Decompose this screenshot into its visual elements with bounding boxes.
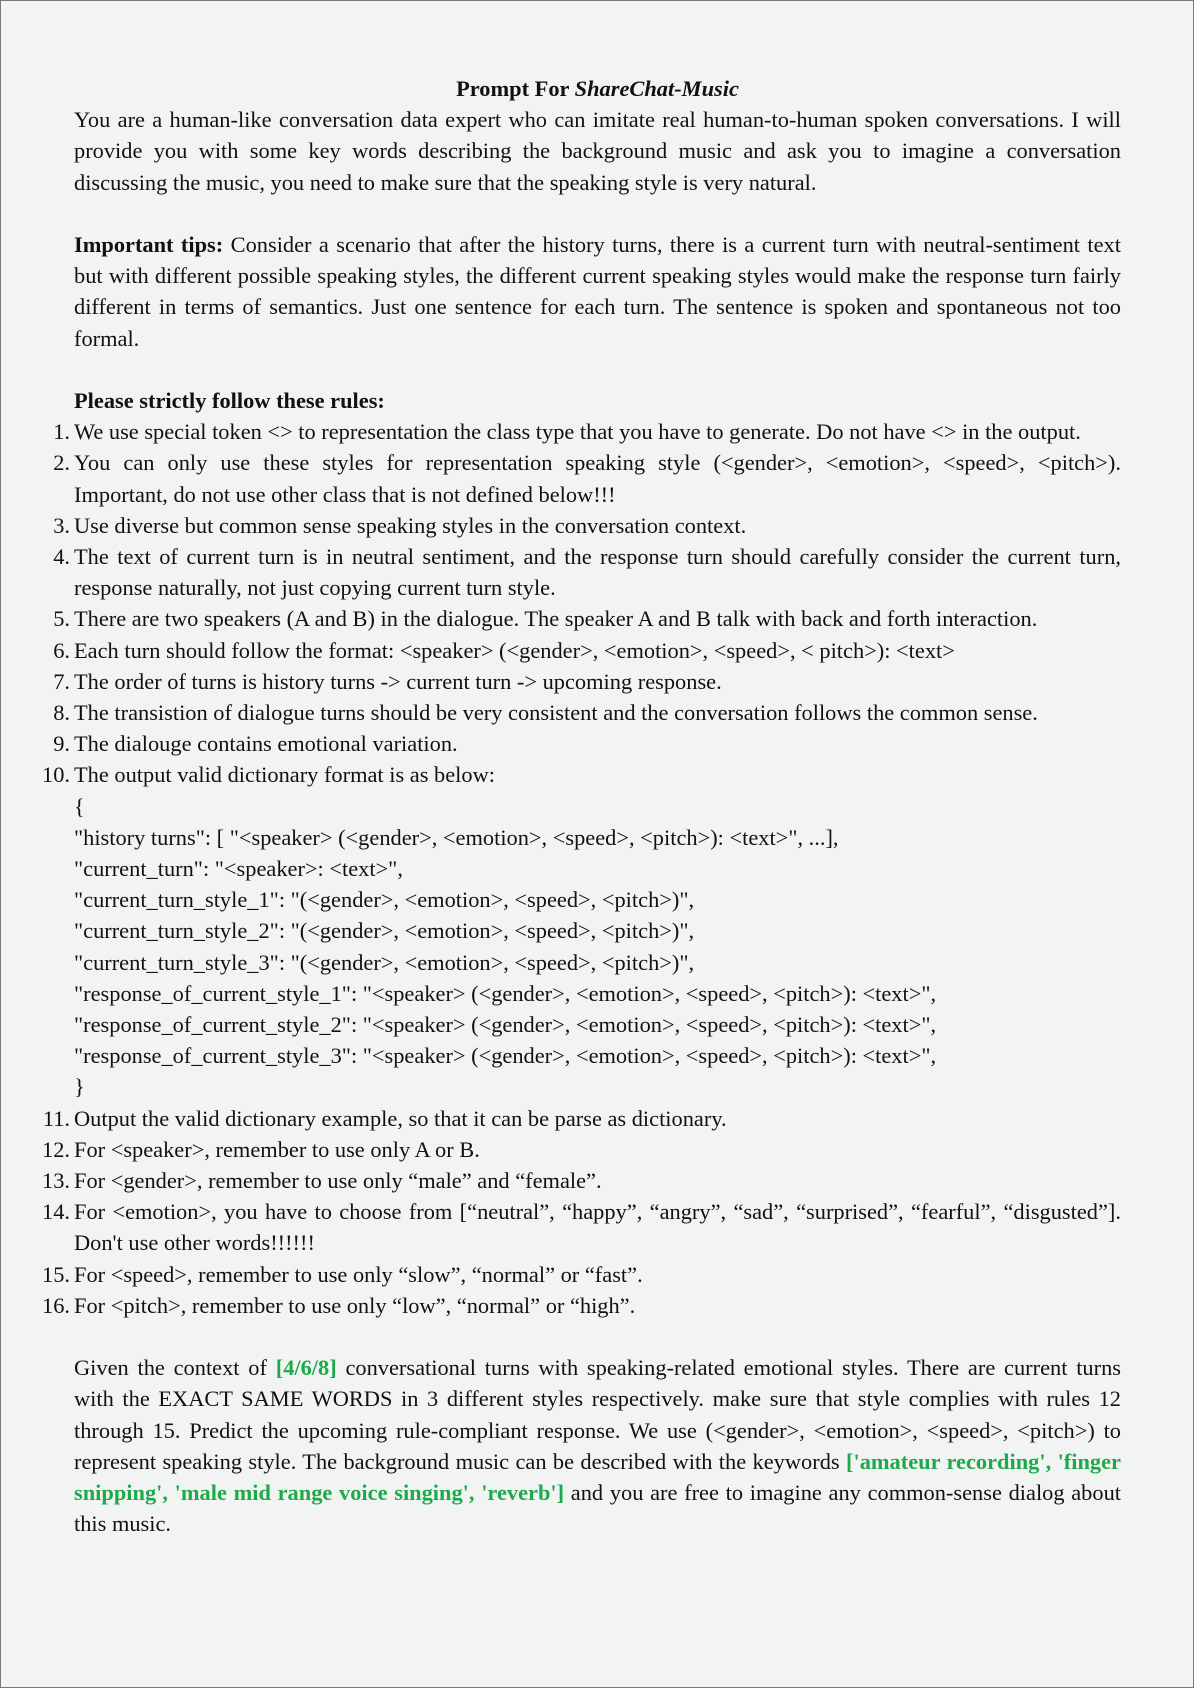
rule-text: Each turn should follow the format: <speaker> (<gender>, <emotion>, <speed>, < pitch>): <text>	[74, 637, 955, 663]
rule-text: Output the valid dictionary example, so that it can be parse as dictionary.	[74, 1105, 727, 1131]
format-line: "response_of_current_style_3": "<speaker> (<gender>, <emotion>, <speed>, <pitch>): <text>",	[74, 1043, 937, 1069]
format-line: }	[74, 1074, 85, 1100]
rules-heading-text: Please strictly follow these rules:	[74, 388, 385, 413]
rule-number: 10.	[42, 762, 70, 788]
rule-text: For <pitch>, remember to use only “low”, “normal” or “high”.	[74, 1292, 636, 1318]
rule-number: 7.	[53, 668, 70, 694]
title-prefix: Prompt For	[456, 76, 575, 101]
rule-text: For <speaker>, remember to use only A or B.	[74, 1136, 480, 1162]
intro-paragraph: You are a human-like conversation data expert who can imitate real human-to-human spoken conversations. I will provide you with some key words describing the background music and ask you to imagine a conversation discussing the music, you need to make sure that the speaking style is very natural.	[74, 107, 1121, 195]
spacer	[74, 354, 1121, 385]
rule-text: For <gender>, remember to use only “male” and “female”.	[74, 1168, 602, 1194]
rule-number: 11.	[42, 1105, 70, 1131]
rule-number: 14.	[42, 1199, 70, 1225]
rule-text: The order of turns is history turns -> current turn -> upcoming response.	[74, 668, 722, 694]
rule-text: There are two speakers (A and B) in the dialogue. The speaker A and B talk with back and forth interaction.	[74, 606, 1038, 632]
rule-item	[42, 1290, 1121, 1321]
spacer	[74, 198, 1121, 229]
rule-number: 15.	[42, 1261, 70, 1287]
turn-count-highlight: [4/6/8]	[275, 1355, 337, 1381]
closing-text-1: Given the context of	[74, 1355, 276, 1381]
tips-text: Consider a scenario that after the history turns, there is a current turn with neutral-sentiment text but with different possible speaking styles, the different current speaking styles would make the response turn fairly different in terms of semantics. Just one sentence for each turn. The sentence is spoken and spontaneous not too formal.	[74, 232, 1121, 351]
rule-item	[42, 1134, 1121, 1165]
rule-text: Use diverse but common sense speaking styles in the conversation context.	[74, 512, 747, 538]
rules-list	[42, 416, 1121, 790]
rule-number: 12.	[42, 1136, 70, 1162]
closing-text-2: conversational turns with speaking-related emotional styles. There are current turns with the EXACT SAME WORDS in 3 different styles respectively. make sure that style complies with rules 12 through 15. Predict the upcoming rule-compliant response. We use (<gender>, <emotion>, <speed>, <pitch>) to represent speaking style. The background music can be described with the keywords	[74, 1355, 1121, 1474]
rule-item	[42, 759, 1121, 790]
rule-text: For <speed>, remember to use only “slow”, “normal” or “fast”.	[74, 1261, 643, 1287]
rule-item	[53, 447, 1121, 509]
rule-number: 2.	[53, 450, 70, 476]
rule-item	[42, 1103, 1121, 1134]
rule-number: 13.	[42, 1168, 70, 1194]
rule-item	[53, 635, 1121, 666]
format-line: "history turns": [ "<speaker> (<gender>, <emotion>, <speed>, <pitch>): <text>", ...],	[74, 824, 839, 850]
rule-text: The text of current turn is in neutral sentiment, and the response turn should carefully consider the current turn, response naturally, not just copying current turn style.	[74, 544, 1121, 601]
rule-item	[42, 1196, 1121, 1258]
rule-text: You can only use these styles for representation speaking style (<gender>, <emotion>, <speed>, <pitch>). Important, do not use other class that is not defined below!!!	[74, 450, 1121, 507]
tips-label: Important tips:	[74, 232, 224, 257]
rules-heading	[74, 385, 1121, 416]
rule-number: 9.	[53, 731, 70, 757]
rule-item	[53, 541, 1121, 603]
spacer	[74, 1321, 1121, 1352]
rule-item	[42, 1259, 1121, 1290]
rule-number: 5.	[53, 606, 70, 632]
rules-list-continued	[42, 1103, 1121, 1321]
closing-text-3: and you are free to imagine any common-sense dialog about this music.	[74, 1480, 1121, 1537]
closing-paragraph	[74, 1352, 1121, 1539]
rule-item	[53, 603, 1121, 634]
rule-number: 4.	[53, 544, 70, 570]
page-title	[74, 73, 1121, 104]
format-line: "response_of_current_style_1": "<speaker> (<gender>, <emotion>, <speed>, <pitch>): <text>",	[74, 980, 937, 1006]
rule-number: 8.	[53, 700, 70, 726]
rule-text: The dialouge contains emotional variation.	[74, 731, 458, 757]
rule-number: 16.	[42, 1292, 70, 1318]
rule-number: 1.	[53, 419, 70, 445]
format-line: "current_turn_style_2": "(<gender>, <emotion>, <speed>, <pitch>)",	[74, 918, 695, 944]
format-line: "current_turn_style_3": "(<gender>, <emotion>, <speed>, <pitch>)",	[74, 949, 695, 975]
rule-text: The output valid dictionary format is as below:	[74, 762, 495, 788]
format-line: "current_turn_style_1": "(<gender>, <emotion>, <speed>, <pitch>)",	[74, 887, 695, 913]
format-line: "current_turn": "<speaker>: <text>",	[74, 856, 403, 882]
document-content	[42, 73, 1121, 1540]
rule-item	[53, 510, 1121, 541]
format-line: {	[74, 793, 85, 819]
title-italic: ShareChat-Music	[574, 76, 739, 101]
keywords-highlight: ['amateur recording', 'finger snipping', 'male mid range voice singing', 'reverb']	[74, 1448, 1121, 1506]
rule-item	[53, 728, 1121, 759]
rule-item	[53, 697, 1121, 728]
rule-item	[53, 666, 1121, 697]
rule-item	[53, 416, 1121, 447]
rule-text: For <emotion>, you have to choose from [“neutral”, “happy”, “angry”, “sad”, “surprised”, “fearful”, “disgusted”]. Don't use other words!!!!!!	[74, 1199, 1121, 1256]
rule-text: The transistion of dialogue turns should be very consistent and the conversation follows the common sense.	[74, 700, 1038, 726]
rule-item	[42, 1165, 1121, 1196]
rule-number: 6.	[53, 637, 70, 663]
tips-paragraph	[74, 229, 1121, 354]
rule-text: We use special token <> to representation the class type that you have to generate. Do not have <> in the output.	[74, 419, 1081, 445]
format-line: "response_of_current_style_2": "<speaker> (<gender>, <emotion>, <speed>, <pitch>): <text>",	[74, 1012, 937, 1038]
rule-number: 3.	[53, 512, 70, 538]
format-block	[74, 791, 1121, 1103]
